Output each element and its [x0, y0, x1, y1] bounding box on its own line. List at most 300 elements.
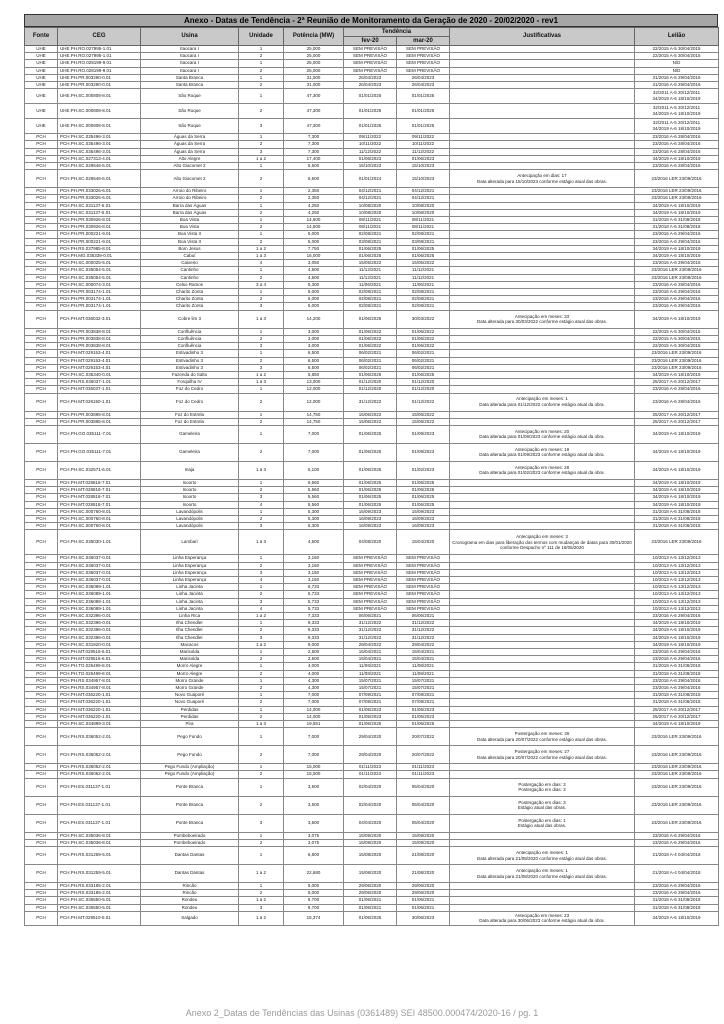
table-cell-usina: Salgado	[141, 911, 239, 925]
table-cell-mar: SEM PREVISÃO	[397, 598, 450, 605]
table-cell-usina: Morro Alegre	[141, 670, 239, 677]
table-cell-unidade: 2	[239, 685, 284, 692]
table-cell-unidade: 2	[239, 713, 284, 720]
table-cell-ceg: PCH.PH.SC.000760-8.01	[58, 523, 141, 530]
table-cell-fonte: PCH	[25, 148, 58, 155]
table-cell-leilao: 23/2016 LER 23/09/2016	[635, 778, 719, 796]
table-cell-potencia: 25,000	[284, 67, 344, 74]
table-cell-fev: 01/06/2022	[344, 328, 397, 335]
table-cell-potencia: 5,733	[284, 598, 344, 605]
table-cell-mar: 01/06/2025	[397, 501, 450, 508]
table-row	[25, 289, 719, 296]
table-cell-fev: 31/12/2022	[344, 393, 397, 411]
table-cell-justificativa	[450, 67, 635, 74]
table-cell-unidade: 2	[239, 195, 284, 202]
table-cell-unidade: 1 a 2	[239, 641, 284, 648]
table-cell-usina: Alto Giacomet 2	[141, 170, 239, 188]
table-row	[25, 508, 719, 515]
table-cell-fonte: UHE	[25, 104, 58, 119]
table-cell-mar: 01/06/2022	[397, 335, 450, 342]
table-cell-justificativa	[450, 555, 635, 562]
table-cell-usina: Pego Fundo (Ampliação)	[141, 771, 239, 778]
table-cell-justificativa	[450, 771, 635, 778]
table-cell-mar: 01/06/2021	[397, 897, 450, 904]
table-cell-ceg: PCH.PH.MT.029153-4.01	[58, 350, 141, 357]
table-cell-fonte: PCH	[25, 584, 58, 591]
table-cell-potencia: 5,000	[284, 296, 344, 303]
table-row	[25, 296, 719, 303]
table-cell-justificativa	[450, 832, 635, 839]
table-cell-leilao: 34/2019 A-6 18/10/2019	[635, 911, 719, 925]
table-cell-fev: 10/11/2022	[344, 141, 397, 148]
table-cell-fonte: PCH	[25, 663, 58, 670]
table-cell-unidade: 2	[239, 141, 284, 148]
table-cell-unidade: 1 a 2	[239, 911, 284, 925]
table-row	[25, 170, 719, 188]
table-row	[25, 163, 719, 170]
table-cell-usina: Gameleira	[141, 425, 239, 443]
table-cell-ceg: PCH.PH.MT.036037-1.01	[58, 386, 141, 393]
table-cell-usina: Lavandópolis	[141, 508, 239, 515]
table-cell-potencia: 3,150	[284, 569, 344, 576]
table-row	[25, 310, 719, 328]
table-cell-leilao: 23/2016 A-6 28/04/2016	[635, 163, 719, 170]
table-cell-ceg: PCH.PH.MT.029153-4.01	[58, 364, 141, 371]
table-cell-ceg: PCH.PH.MT.028818-7.01	[58, 479, 141, 486]
table-cell-fonte: PCH	[25, 796, 58, 814]
table-cell-mar: 11/06/2021	[397, 281, 450, 288]
table-cell-justificativa: Postergação em dias: 3 Postergação em dias: 3	[450, 778, 635, 796]
table-cell-usina: Inaja	[141, 461, 239, 479]
table-cell-fonte: PCH	[25, 699, 58, 706]
table-cell-mar: 01/11/2023	[397, 771, 450, 778]
table-cell-potencia: 7,000	[284, 443, 344, 461]
table-cell-potencia: 31,000	[284, 82, 344, 89]
table-cell-potencia: 5,000	[284, 238, 344, 245]
table-row	[25, 188, 719, 195]
table-cell-usina: Pira	[141, 721, 239, 728]
table-cell-mar: 05/04/2020	[397, 814, 450, 832]
table-cell-mar: 29/06/2020	[397, 883, 450, 890]
table-cell-unidade: 2	[239, 53, 284, 60]
table-cell-fonte: PCH	[25, 562, 58, 569]
table-cell-potencia: 5,560	[284, 479, 344, 486]
table-cell-fonte: PCH	[25, 163, 58, 170]
table-cell-unidade: 1	[239, 778, 284, 796]
table-cell-fev: 08/11/2021	[344, 217, 397, 224]
table-cell-potencia: 5,300	[284, 515, 344, 522]
table-cell-mar: 15/10/2023	[397, 163, 450, 170]
table-cell-justificativa	[450, 89, 635, 104]
table-cell-fonte: PCH	[25, 274, 58, 281]
table-cell-fev: 16/09/2023	[344, 515, 397, 522]
table-cell-mar: 01/09/2023	[397, 443, 450, 461]
table-cell-potencia: 14,750	[284, 418, 344, 425]
table-cell-justificativa	[450, 163, 635, 170]
table-cell-mar: 01/06/2025	[397, 253, 450, 260]
table-cell-fev: 01/05/2023	[344, 713, 397, 720]
table-cell-justificativa	[450, 839, 635, 846]
table-cell-potencia: 13,000	[284, 379, 344, 386]
table-cell-ceg: PCH.PH.PR.003174-1.01	[58, 296, 141, 303]
table-row	[25, 335, 719, 342]
table-row	[25, 371, 719, 378]
table-cell-justificativa	[450, 620, 635, 627]
table-cell-mar: 01/12/2020	[397, 386, 450, 393]
table-cell-potencia: 19,551	[284, 721, 344, 728]
table-cell-ceg: UHE.PH.SC.000808-8.01	[58, 89, 141, 104]
table-cell-fonte: PCH	[25, 357, 58, 364]
table-cell-potencia: 3,050	[284, 260, 344, 267]
table-cell-fonte: PCH	[25, 170, 58, 188]
table-cell-ceg: PCH.PH.SC.027313-4.01	[58, 155, 141, 162]
table-cell-leilao: 34/2019 A-6 18/10/2019	[635, 209, 719, 216]
table-cell-mar: 11/08/2021	[397, 663, 450, 670]
table-cell-ceg: UHE.PH.PR.003290-0.01	[58, 82, 141, 89]
table-cell-justificativa	[450, 411, 635, 418]
table-cell-usina: Linha Esperança	[141, 569, 239, 576]
table-cell-usina: Forquilha IV	[141, 379, 239, 386]
table-cell-fev: 01/12/2020	[344, 386, 397, 393]
table-cell-justificativa	[450, 515, 635, 522]
table-row	[25, 641, 719, 648]
table-cell-unidade: 1	[239, 188, 284, 195]
table-cell-fev: 07/09/2021	[344, 692, 397, 699]
table-cell-usina: Pego Fundo	[141, 728, 239, 746]
table-cell-unidade: 1	[239, 217, 284, 224]
table-cell-justificativa	[450, 494, 635, 501]
table-cell-ceg: PCH.PH.SC.031920-0.01	[58, 641, 141, 648]
table-cell-fonte: PCH	[25, 847, 58, 865]
table-cell-usina: Confluência	[141, 328, 239, 335]
table-cell-leilao: 23/2016 LER 23/09/2016	[635, 195, 719, 202]
table-cell-fonte: PCH	[25, 371, 58, 378]
table-cell-fev: 15/06/2022	[344, 418, 397, 425]
table-cell-justificativa	[450, 656, 635, 663]
table-cell-ceg: PCH.PH.SC.035496-3.01	[58, 141, 141, 148]
table-row	[25, 555, 719, 562]
table-cell-fev: 06/02/2021	[344, 364, 397, 371]
table-cell-mar: 01/06/2025	[397, 721, 450, 728]
table-cell-leilao: 22/2015 A-5 30/04/2015	[635, 46, 719, 53]
table-row	[25, 591, 719, 598]
table-cell-unidade: 1 a 2	[239, 371, 284, 378]
table-cell-potencia: 9,333	[284, 634, 344, 641]
table-cell-justificativa	[450, 148, 635, 155]
table-cell-potencia: 3,500	[284, 778, 344, 796]
table-cell-fev: 01/01/2025	[344, 119, 397, 134]
table-cell-potencia: 14,200	[284, 310, 344, 328]
table-cell-ceg: PCH.PH.PR.003895-8.01	[58, 411, 141, 418]
page-footer: Anexo 2_Datas de Tendências das Usinas (0361489) SEI 48500.000474/2020-16 / pg. 1	[185, 1008, 539, 1018]
table-cell-mar: 04/12/2021	[397, 188, 450, 195]
table-cell-ceg: PCH.PH.RS.033185-2.01	[58, 883, 141, 890]
table-cell-usina: Novo Guaporé	[141, 699, 239, 706]
table-cell-ceg: PCH.PH.RS.034957-8.01	[58, 685, 141, 692]
table-cell-fev: 04/12/2021	[344, 188, 397, 195]
table-cell-fonte: PCH	[25, 260, 58, 267]
table-cell-usina: Foz do Cedro	[141, 386, 239, 393]
table-cell-ceg: PCH.PH.RS.036052-2.01	[58, 764, 141, 771]
table-cell-mar: 01/06/2025	[397, 494, 450, 501]
table-cell-mar: 06/06/2021	[397, 612, 450, 619]
table-cell-usina: Arroio do Ribeiro	[141, 188, 239, 195]
table-cell-leilao: 23/2016 LER 23/09/2016	[635, 764, 719, 771]
table-cell-fev: 11/12/2022	[344, 148, 397, 155]
table-cell-unidade: 2	[239, 357, 284, 364]
table-cell-justificativa	[450, 677, 635, 684]
table-cell-leilao: 34/2019 A-6 18/10/2019	[635, 721, 719, 728]
table-cell-leilao: 23/2016 LER 23/09/2016	[635, 170, 719, 188]
table-cell-justificativa: Postergação em dias: 3 Estágio atual das obras.	[450, 796, 635, 814]
table-row	[25, 386, 719, 393]
table-cell-usina: Linha Esperança	[141, 555, 239, 562]
table-cell-fev: 16/09/2023	[344, 523, 397, 530]
table-cell-fev: 11/12/2021	[344, 267, 397, 274]
table-cell-fev: SEM PREVISÃO	[344, 562, 397, 569]
table-cell-usina: Rondeu	[141, 904, 239, 911]
table-cell-usina: Linha Esperança	[141, 562, 239, 569]
table-cell-fonte: PCH	[25, 296, 58, 303]
table-cell-justificativa	[450, 350, 635, 357]
table-cell-unidade: 1 a 2	[239, 865, 284, 883]
table-row	[25, 663, 719, 670]
table-cell-usina: Foz do Estrela	[141, 411, 239, 418]
table-cell-unidade: 2	[239, 296, 284, 303]
table-cell-usina: Linha Jacinta	[141, 584, 239, 591]
table-cell-potencia: 14,000	[284, 713, 344, 720]
table-cell-ceg: PCH.PH.PR.003174-1.01	[58, 289, 141, 296]
table-cell-potencia: 17,400	[284, 155, 344, 162]
table-row	[25, 911, 719, 925]
table-cell-justificativa	[450, 562, 635, 569]
table-cell-ceg: PCH.PH.SC.036089-1.01	[58, 605, 141, 612]
table-cell-ceg: PCH.PH.SC.035496-3.01	[58, 134, 141, 141]
table-cell-leilao: 22/2015 A-5 30/04/2015	[635, 53, 719, 60]
table-cell-fonte: PCH	[25, 713, 58, 720]
table-cell-usina: Ilha Chendler	[141, 627, 239, 634]
table-cell-usina: Ponte Branca	[141, 796, 239, 814]
table-cell-usina: Cantinho	[141, 274, 239, 281]
table-cell-usina: Barra das Águas	[141, 202, 239, 209]
table-cell-potencia: 4,250	[284, 202, 344, 209]
table-cell-ceg: PCH.PH.SC.036037-0.01	[58, 555, 141, 562]
table-cell-fev: 15/10/2023	[344, 163, 397, 170]
table-cell-justificativa	[450, 501, 635, 508]
table-cell-usina: Itaocara I	[141, 53, 239, 60]
table-cell-justificativa	[450, 274, 635, 281]
table-cell-justificativa: Antecipação em meses: 33 Data alterada para 30/03/2022 conforme estágio atual das obras.	[450, 310, 635, 328]
table-row	[25, 202, 719, 209]
table-cell-justificativa	[450, 60, 635, 67]
table-cell-unidade: 1	[239, 386, 284, 393]
header-unidade: Unidade	[239, 28, 284, 46]
table-cell-potencia: 4,250	[284, 209, 344, 216]
table-cell-justificativa	[450, 591, 635, 598]
table-cell-justificativa	[450, 202, 635, 209]
table-row	[25, 883, 719, 890]
table-cell-usina: Santa Branca	[141, 82, 239, 89]
table-cell-ceg: UHE.PH.PR.003290-0.01	[58, 74, 141, 81]
table-cell-potencia: 4,500	[284, 267, 344, 274]
table-cell-fonte: PCH	[25, 890, 58, 897]
table-cell-mar: 29/06/2020	[397, 890, 450, 897]
table-cell-unidade: 2	[239, 746, 284, 764]
table-cell-leilao: 34/2019 A-6 18/10/2019	[635, 425, 719, 443]
table-cell-leilao: 23/2016 A-6 29/04/2016	[635, 238, 719, 245]
table-cell-fev: 11/12/2021	[344, 274, 397, 281]
table-cell-fonte: PCH	[25, 209, 58, 216]
table-cell-leilao: 31/2018 A-6 31/08/2018	[635, 663, 719, 670]
table-cell-unidade: 4	[239, 576, 284, 583]
table-cell-mar: 06/02/2021	[397, 364, 450, 371]
table-cell-leilao: 31/2018 A-6 31/08/2018	[635, 523, 719, 530]
header-ceg: CEG	[58, 28, 141, 46]
table-cell-unidade: 1	[239, 728, 284, 746]
table-cell-fonte: PCH	[25, 764, 58, 771]
table-cell-leilao: 31/2018 A-6 31/08/2018	[635, 508, 719, 515]
table-cell-justificativa	[450, 379, 635, 386]
table-cell-unidade: 1	[239, 411, 284, 418]
table-row	[25, 796, 719, 814]
table-cell-unidade: 2	[239, 562, 284, 569]
table-cell-fonte: PCH	[25, 605, 58, 612]
table-cell-potencia: 7,750	[284, 245, 344, 252]
table-cell-justificativa	[450, 569, 635, 576]
table-cell-unidade: 1 a 2	[239, 612, 284, 619]
table-cell-usina: São Roque	[141, 104, 239, 119]
table-cell-justificativa: Antecipação em meses: 19 Data alterada para 01/09/2023 conforme estágio atual da obra.	[450, 443, 635, 461]
table-cell-mar: 15/09/2020	[397, 832, 450, 839]
table-cell-potencia: 2,500	[284, 656, 344, 663]
table-cell-justificativa	[450, 706, 635, 713]
table-cell-fonte: UHE	[25, 60, 58, 67]
table-cell-justificativa	[450, 576, 635, 583]
table-cell-mar: 01/06/2022	[397, 343, 450, 350]
table-row	[25, 487, 719, 494]
table-cell-potencia: 47,300	[284, 89, 344, 104]
table-body	[25, 46, 719, 926]
table-cell-usina: Ponte Branca	[141, 814, 239, 832]
table-cell-justificativa	[450, 328, 635, 335]
table-cell-ceg: PCH.PH.PR.033026-6.01	[58, 188, 141, 195]
table-cell-unidade: 2	[239, 82, 284, 89]
table-cell-mar: 15/05/2022	[397, 260, 450, 267]
table-cell-leilao: 31/2018 A-6 31/08/2018	[635, 515, 719, 522]
table-cell-potencia: 2,350	[284, 188, 344, 195]
table-cell-usina: Confluência	[141, 343, 239, 350]
table-cell-potencia: 3,000	[284, 328, 344, 335]
table-cell-potencia: 25,000	[284, 53, 344, 60]
table-cell-mar: 01/06/2021	[397, 904, 450, 911]
table-cell-usina: Foz do Cedro	[141, 393, 239, 411]
table-cell-unidade: 1	[239, 328, 284, 335]
table-cell-fev: 31/12/2022	[344, 620, 397, 627]
table-cell-potencia: 3,150	[284, 555, 344, 562]
table-cell-potencia: 9,333	[284, 627, 344, 634]
table-row	[25, 865, 719, 883]
table-cell-unidade: 2	[239, 670, 284, 677]
table-row	[25, 231, 719, 238]
table-cell-fev: SEM PREVISÃO	[344, 584, 397, 591]
table-cell-unidade: 1	[239, 692, 284, 699]
table-row	[25, 501, 719, 508]
table-cell-usina: Novo Guaporé	[141, 692, 239, 699]
table-cell-unidade: 3	[239, 523, 284, 530]
table-cell-unidade: 2	[239, 515, 284, 522]
table-cell-unidade: 1	[239, 267, 284, 274]
table-cell-unidade: 2	[239, 67, 284, 74]
table-row	[25, 148, 719, 155]
table-cell-usina: Alto Alegre	[141, 155, 239, 162]
table-row	[25, 82, 719, 89]
table-cell-leilao: 23/2016 A-6 28/04/2016	[635, 386, 719, 393]
table-cell-leilao: 34/2019 A-6 18/10/2019	[635, 461, 719, 479]
table-row	[25, 411, 719, 418]
table-cell-mar: 16/09/2023	[397, 523, 450, 530]
table-cell-leilao: 23/2016 LER 23/09/2016	[635, 796, 719, 814]
table-cell-usina: Rondeu	[141, 897, 239, 904]
table-cell-unidade: 2	[239, 238, 284, 245]
table-cell-usina: Lavandópolis	[141, 523, 239, 530]
table-cell-unidade: 2	[239, 771, 284, 778]
table-cell-fev: 02/08/2021	[344, 296, 397, 303]
table-row	[25, 706, 719, 713]
table-cell-fev: 29/04/2020	[344, 728, 397, 746]
table-cell-ceg: UHE.PH.SC.000808-8.01	[58, 104, 141, 119]
header-usina: Usina	[141, 28, 239, 46]
table-cell-justificativa	[450, 364, 635, 371]
table-cell-usina: Linha Jacinta	[141, 605, 239, 612]
table-cell-justificativa	[450, 281, 635, 288]
table-cell-usina: Estivadinho 3	[141, 350, 239, 357]
table-cell-justificativa: Antecipação em meses: 1 Data alterada para 21/08/2020 conforme estágio atual das obras.	[450, 865, 635, 883]
table-cell-mar: 01/01/2025	[397, 119, 450, 134]
table-cell-leilao: 23/2016 A-6 29/04/2016	[635, 296, 719, 303]
table-cell-fonte: PCH	[25, 289, 58, 296]
table-cell-unidade: 1	[239, 832, 284, 839]
table-row	[25, 605, 719, 612]
table-cell-leilao: 23/2016 A-6 29/04/2016	[635, 883, 719, 890]
table-cell-fev: 01/06/2025	[344, 425, 397, 443]
table-cell-ceg: PCH.PH.RS.033185-2.01	[58, 890, 141, 897]
table-row	[25, 685, 719, 692]
table-cell-unidade: 2	[239, 591, 284, 598]
table-cell-ceg: PCH.PH.SC.032396-0.01	[58, 627, 141, 634]
table-cell-leilao: 21/2018 A-4 04/04/2018	[635, 847, 719, 865]
table-row	[25, 699, 719, 706]
table-cell-ceg: UHE.PH.RO.027995-1.01	[58, 53, 141, 60]
table-cell-potencia: 5,000	[284, 289, 344, 296]
table-cell-fev: SEM PREVISÃO	[344, 591, 397, 598]
table-cell-usina: Boa Vista	[141, 224, 239, 231]
table-cell-fev: 01/06/2025	[344, 461, 397, 479]
table-cell-fev: 02/08/2021	[344, 289, 397, 296]
table-cell-leilao: 10/2013 A-5 13/12/2013	[635, 598, 719, 605]
table-cell-ceg: PCH.PH.SC.035036-8.01	[58, 832, 141, 839]
table-cell-potencia: 5,000	[284, 890, 344, 897]
table-cell-leilao: 34/2019 A-6 18/10/2019	[635, 371, 719, 378]
table-row	[25, 328, 719, 335]
table-cell-unidade: 1	[239, 677, 284, 684]
table-cell-justificativa	[450, 267, 635, 274]
table-cell-unidade: 1 a 2	[239, 245, 284, 252]
table-cell-ceg: PCH.PH.PR.030926-8.01	[58, 224, 141, 231]
table-cell-ceg: PCH.PH.SC.035030-1.01	[58, 530, 141, 555]
table-cell-leilao: 25/2017 A-6 20/12/2017	[635, 706, 719, 713]
table-cell-potencia: 6,500	[284, 350, 344, 357]
table-row	[25, 746, 719, 764]
